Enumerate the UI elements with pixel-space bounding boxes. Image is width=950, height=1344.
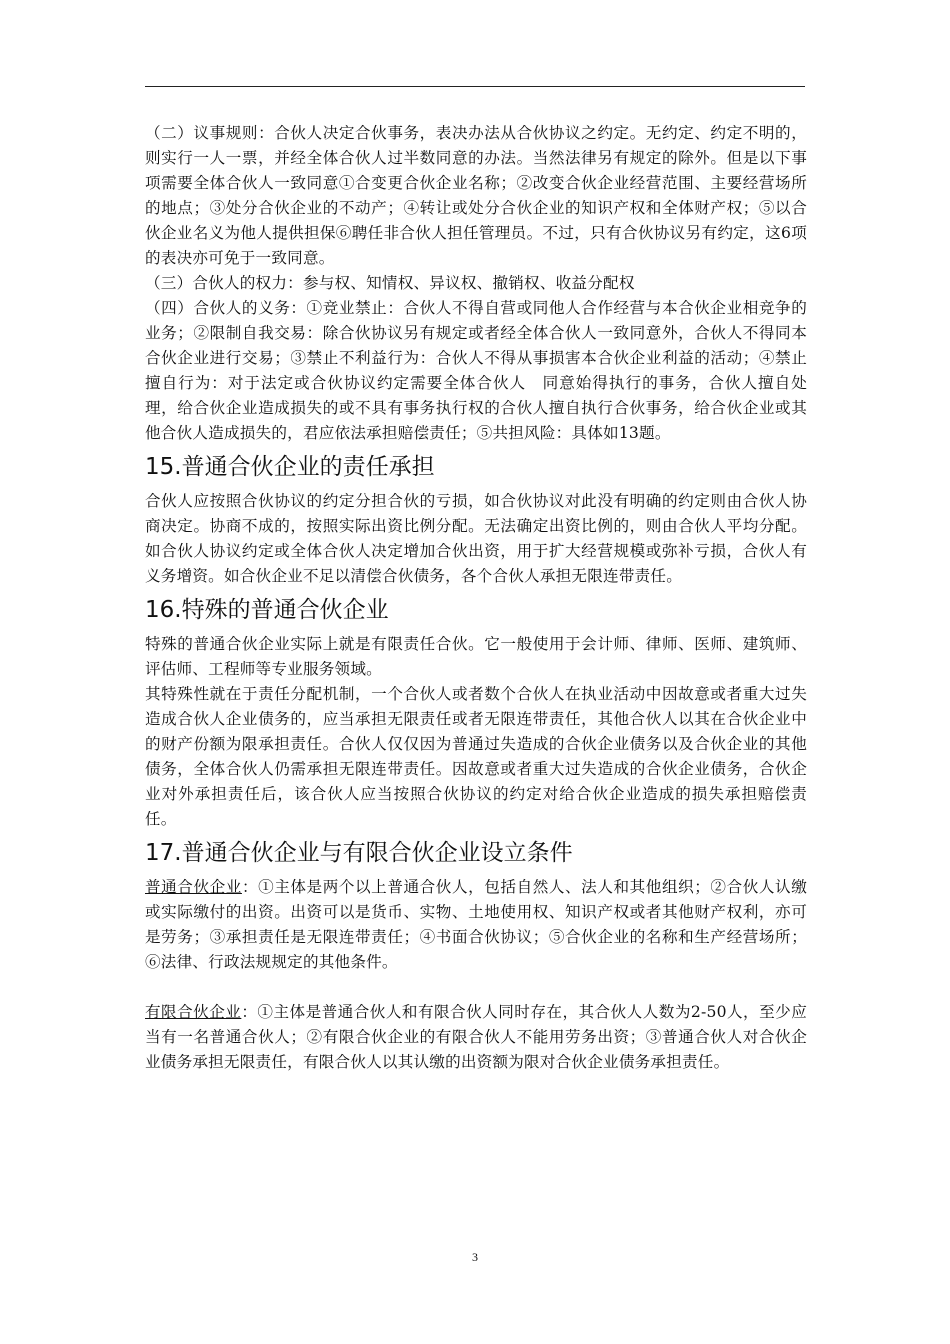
blank-line	[145, 975, 807, 1000]
section-16-paragraph-2: 其特殊性就在于责任分配机制，一个合伙人或者数个合伙人在执业活动中因故意或者重大过失造成合伙人企业债务的，应当承担无限责任或者无限连带责任，其他合伙人以其在合伙企业中的财产份额为限承担责任。合伙人仅仅因为普通过失造成的合伙企业债务以及合伙企业的其他债务，全体合伙人仍需承担无限连带责任。因故意或者重大过失造成的合伙企业债务，合伙企业对外承担责任后，该合伙人应当按照合伙协议的约定对给合伙企业造成的损失承担赔偿责任。	[145, 685, 807, 828]
page-number: 3	[472, 1250, 478, 1264]
section-17-heading: 17.普通合伙企业与有限合伙企业设立条件	[145, 840, 573, 866]
section-15-paragraph: 合伙人应按照合伙协议的约定分担合伙的亏损，如合伙协议对此没有明确的约定则由合伙人协商决定。协商不成的，按照实际出资比例分配。无法确定出资比例的，则由合伙人平均分配。如合伙人协议约定或全体合伙人决定增加合伙出资，用于扩大经营规模或弥补亏损，合伙人有义务增资。如合伙企业不足以清偿合伙债务，各个合伙人承担无限连带责任。	[145, 492, 807, 585]
limited-partnership-paragraph	[145, 1000, 807, 1075]
general-partnership-paragraph	[145, 875, 807, 975]
limited-partnership-label: 有限合伙企业	[145, 1003, 242, 1021]
section-15-heading: 15.普通合伙企业的责任承担	[145, 454, 435, 480]
rules-paragraph: （二）议事规则：合伙人决定合伙事务，表决办法从合伙协议之约定。无约定、约定不明的，则实行一人一票，并经全体合伙人过半数同意的办法。当然法律另有规定的除外。但是以下事项需要全体合伙人一致同意①合变更合伙企业名称；②改变合伙企业经营范围、主要经营场所的地点；③处分合伙企业的不动产；④转让或处分合伙企业的知识产权和全体财产权；⑤以合伙企业名义为他人提供担保⑥聘任非合伙人担任管理员。不过，只有合伙协议另有约定，这6项的表决亦可免于一致同意。	[145, 124, 807, 267]
limited-partnership-text: ：①主体是普通合伙人和有限合伙人同时存在，其合伙人人数为2-50人，至少应当有一名普通合伙人；②有限合伙企业的有限合伙人不能用劳务出资；③普通合伙人对合伙企业债务承担无限责任，有限合伙人以其认缴的出资额为限对合伙企业债务承担责任。	[145, 1003, 808, 1071]
partner-rights-paragraph: （三）合伙人的权力：参与权、知情权、异议权、撤销权、收益分配权	[145, 274, 635, 292]
general-partnership-label: 普通合伙企业	[145, 878, 242, 896]
partner-duties-paragraph: （四）合伙人的义务：①竞业禁止：合伙人不得自营或同他人合作经营与本合伙企业相竞争的业务；②限制自我交易：除合伙协议另有规定或者经全体合伙人一致同意外，合伙人不得同本合伙企业进行交易；③禁止不利益行为：合伙人不得从事损害本合伙企业利益的活动；④禁止擅自行为：对于法定或合伙协议约定需要全体合伙人 同意始得执行的事务，合伙人擅自处理，给合伙企业造成损失的或不具有事务执行权的合伙人擅自执行合伙事务，给合伙企业或其他合伙人造成损失的，君应依法承担赔偿责任；⑤共担风险：具体如13题。	[145, 299, 807, 442]
section-16-paragraph-1: 特殊的普通合伙企业实际上就是有限责任合伙。它一般使用于会计师、律师、医师、建筑师、评估师、工程师等专业服务领域。	[145, 635, 807, 678]
general-partnership-text: ：①主体是两个以上普通合伙人，包括自然人、法人和其他组织；②合伙人认缴或实际缴付的出资。出资可以是货币、实物、土地使用权、知识产权或者其他财产权利，亦可是劳务；③承担责任是无限连带责任；④书面合伙协议；⑤合伙企业的名称和生产经营场所；⑥法律、行政法规规定的其他条件。	[145, 878, 807, 971]
header-rule	[145, 86, 805, 87]
document-body	[145, 121, 807, 1075]
section-16-heading: 16.特殊的普通合伙企业	[145, 597, 389, 623]
